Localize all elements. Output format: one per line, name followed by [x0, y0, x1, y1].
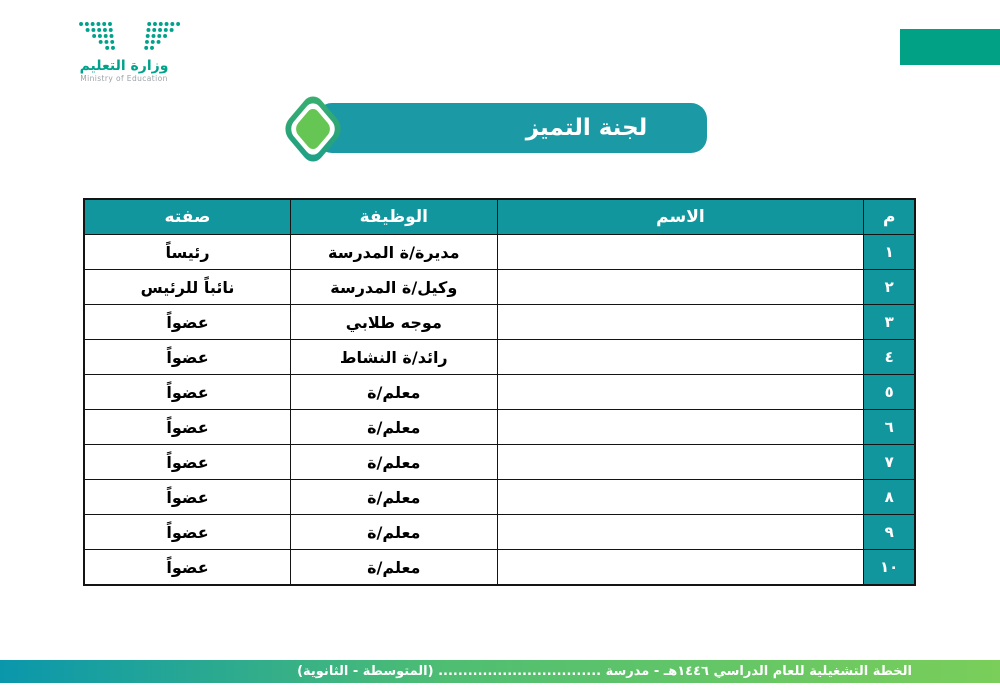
- name-cell: [497, 235, 864, 270]
- row-number-cell: ٤: [864, 340, 915, 375]
- header-name: الاسم: [497, 199, 864, 235]
- row-number-cell: ٧: [864, 445, 915, 480]
- table-row: [84, 305, 915, 340]
- name-cell: [497, 305, 864, 340]
- table-row: [84, 270, 915, 305]
- committee-table: [83, 198, 916, 586]
- role-cell: عضواً: [84, 410, 291, 445]
- name-cell: [497, 270, 864, 305]
- row-number-cell: ٦: [864, 410, 915, 445]
- job-cell: مديرة/ة المدرسة: [291, 235, 497, 270]
- row-number-cell: ١٠: [864, 550, 915, 586]
- diamond-white-ring: [288, 99, 339, 159]
- top-right-accent-bar: [900, 29, 1000, 65]
- role-cell: عضواً: [84, 515, 291, 550]
- table-row: [84, 235, 915, 270]
- committee-table-wrap: [83, 198, 916, 586]
- page-title: لجنة التميز: [525, 115, 648, 141]
- role-cell: نائباً للرئيس: [84, 270, 291, 305]
- table-row: [84, 480, 915, 515]
- row-number-cell: ٩: [864, 515, 915, 550]
- role-cell: رئيساً: [84, 235, 291, 270]
- name-cell: [497, 340, 864, 375]
- job-cell: معلم/ة: [291, 445, 497, 480]
- ministry-logo-dots-icon: [68, 18, 180, 58]
- table-row: [84, 375, 915, 410]
- name-cell: [497, 375, 864, 410]
- row-number-cell: ٥: [864, 375, 915, 410]
- name-cell: [497, 410, 864, 445]
- header-role: صفته: [84, 199, 291, 235]
- job-cell: معلم/ة: [291, 410, 497, 445]
- role-cell: عضواً: [84, 375, 291, 410]
- role-cell: عضواً: [84, 550, 291, 586]
- role-cell: عضواً: [84, 305, 291, 340]
- footer-text: الخطة التشغيلية للعام الدراسي ١٤٤٦هـ - مدرسة ................................. (المتوسطة - الثانوية): [297, 664, 912, 679]
- ministry-logo: [62, 18, 186, 84]
- header-number: م: [864, 199, 915, 235]
- table-row: [84, 410, 915, 445]
- role-cell: عضواً: [84, 340, 291, 375]
- role-cell: عضواً: [84, 445, 291, 480]
- ministry-logo-arabic-text: وزارة التعليم: [79, 58, 169, 74]
- job-cell: وكيل/ة المدرسة: [291, 270, 497, 305]
- row-number-cell: ١: [864, 235, 915, 270]
- job-cell: رائد/ة النشاط: [291, 340, 497, 375]
- job-cell: معلم/ة: [291, 375, 497, 410]
- footer-bar: [0, 660, 1000, 683]
- job-cell: معلم/ة: [291, 480, 497, 515]
- name-cell: [497, 515, 864, 550]
- diamond-outer-shape: [280, 91, 345, 168]
- job-cell: معلم/ة: [291, 515, 497, 550]
- role-cell: عضواً: [84, 480, 291, 515]
- ministry-logo-english-text: Ministry of Education: [80, 74, 168, 83]
- name-cell: [497, 550, 864, 586]
- table-row: [84, 515, 915, 550]
- row-number-cell: ٢: [864, 270, 915, 305]
- job-cell: موجه طلابي: [291, 305, 497, 340]
- header-job: الوظيفة: [291, 199, 497, 235]
- name-cell: [497, 480, 864, 515]
- banner-diamond-icon: [281, 91, 345, 167]
- table-body: [84, 235, 915, 586]
- table-row: [84, 340, 915, 375]
- table-row: [84, 550, 915, 586]
- diamond-inner-shape: [293, 106, 333, 153]
- row-number-cell: ٣: [864, 305, 915, 340]
- table-row: [84, 445, 915, 480]
- title-banner: [316, 103, 707, 153]
- name-cell: [497, 445, 864, 480]
- row-number-cell: ٨: [864, 480, 915, 515]
- job-cell: معلم/ة: [291, 550, 497, 586]
- table-header-row: [84, 199, 915, 235]
